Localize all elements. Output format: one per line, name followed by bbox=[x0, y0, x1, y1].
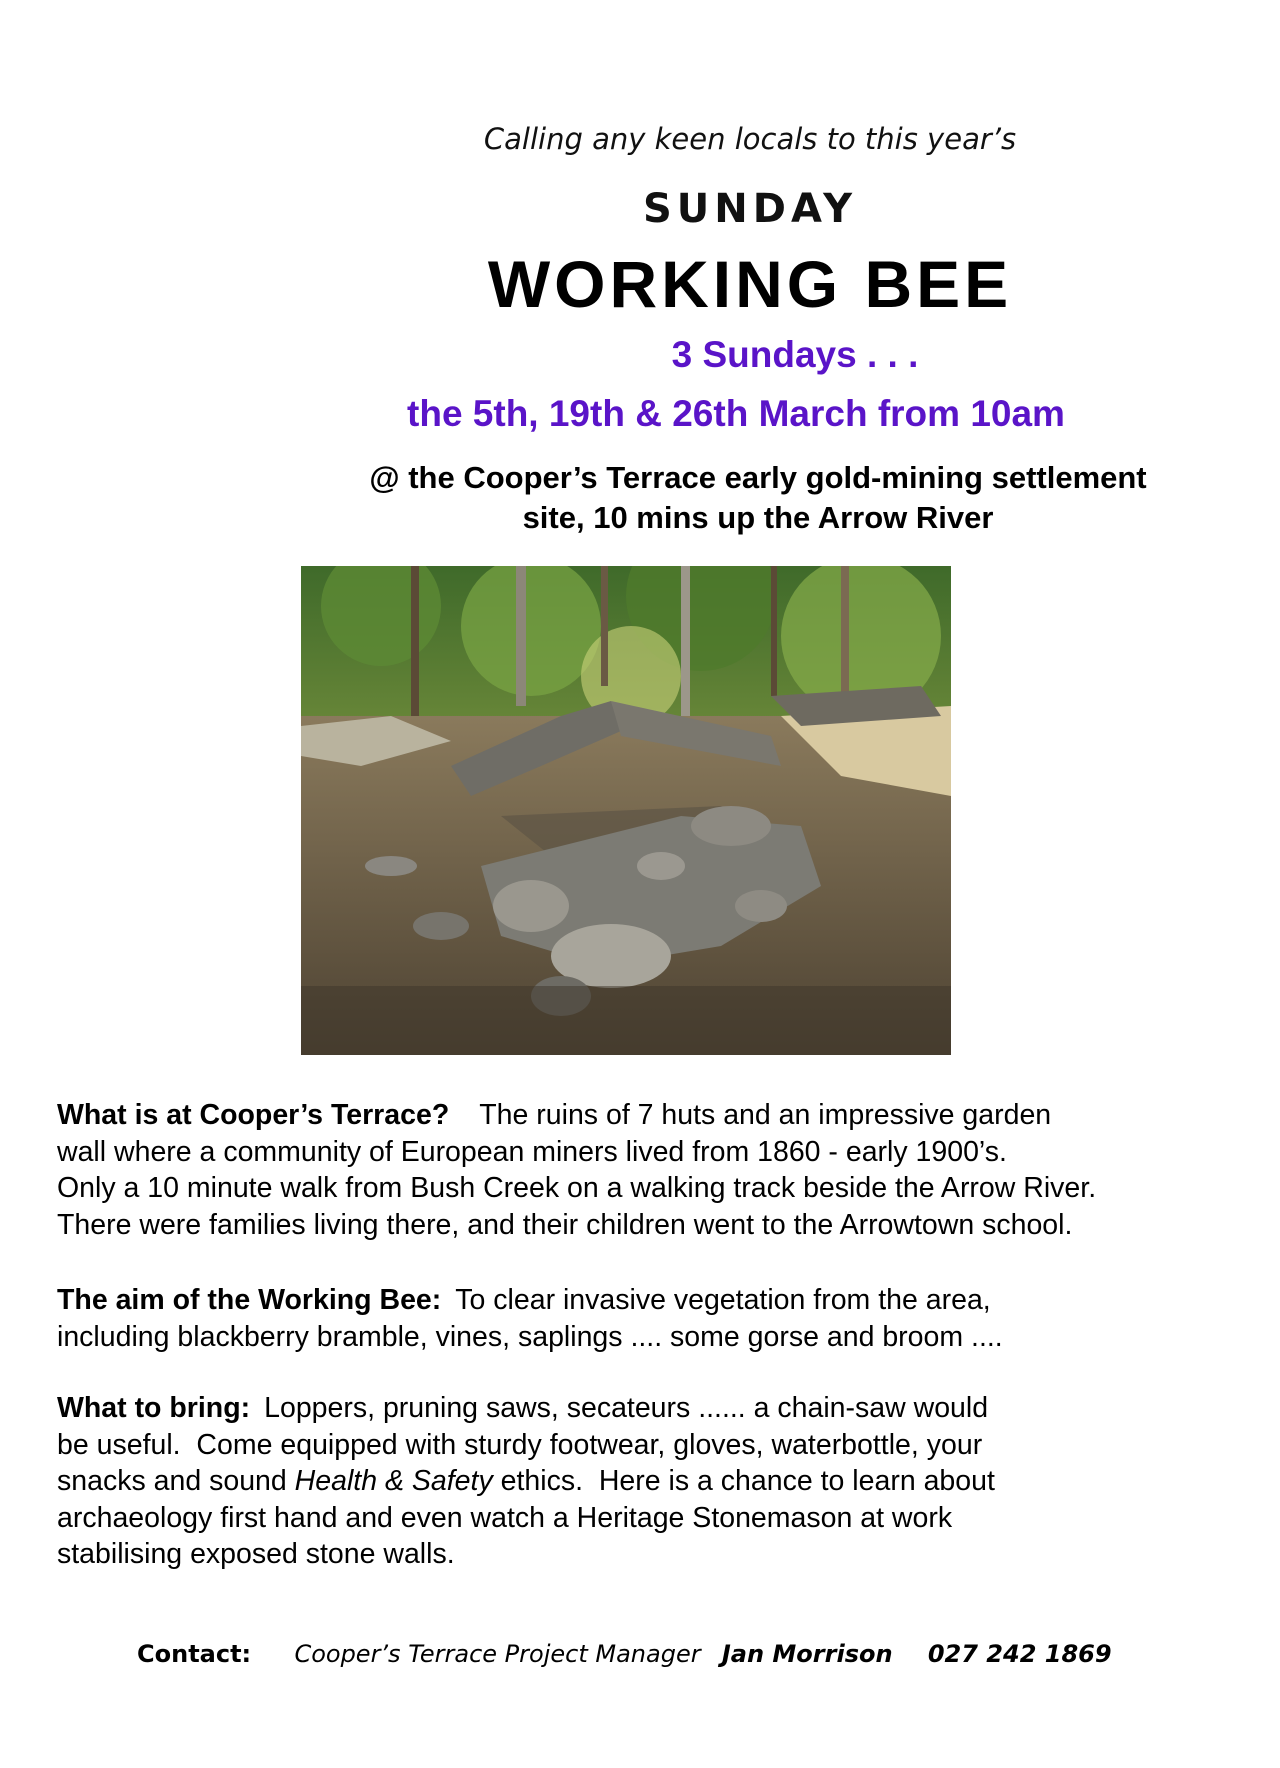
venue-line-1: @ the Cooper’s Terrace early gold-mining settlement bbox=[369, 460, 1147, 495]
bring-line-5: stabilising exposed stone walls. bbox=[57, 1538, 455, 1570]
bring-line-1: Loppers, pruning saws, secateurs ...... a chain-saw would bbox=[264, 1392, 989, 1424]
bring-line-4: archaeology first hand and even watch a Heritage Stonemason at work bbox=[57, 1501, 953, 1534]
bring-line-3 bbox=[57, 1463, 1257, 1500]
what-is-line-1: The ruins of 7 huts and an impressive garden bbox=[479, 1099, 1052, 1131]
contact-label: Contact: bbox=[137, 1640, 252, 1668]
bring-heading: What to bring: bbox=[57, 1392, 251, 1424]
bring-line-3-pre: snacks and sound bbox=[57, 1465, 295, 1497]
site-photo bbox=[301, 566, 951, 1055]
section-what-is bbox=[57, 1097, 1257, 1243]
what-is-line-2: wall where a community of European miners lived from 1860 - early 1900’s. bbox=[57, 1135, 1007, 1168]
contact-line bbox=[137, 1640, 1112, 1668]
what-is-line-3: Only a 10 minute walk from Bush Creek on a walking track beside the Arrow River. bbox=[57, 1172, 1097, 1204]
intro-text: Calling any keen locals to this year’s bbox=[483, 122, 1017, 156]
event-dates: the 5th, 19th & 26th March from 10am bbox=[407, 393, 1065, 434]
aim-line-1: To clear invasive vegetation from the area, bbox=[455, 1284, 991, 1316]
contact-name: Jan Morrison bbox=[721, 1640, 893, 1668]
aim-heading: The aim of the Working Bee: bbox=[57, 1284, 442, 1316]
bring-line-3-post: ethics. Here is a chance to learn about bbox=[492, 1465, 995, 1497]
what-is-line-4: There were families living there, and their children went to the Arrowtown school. bbox=[57, 1208, 1073, 1241]
what-is-heading: What is at Cooper’s Terrace? bbox=[57, 1099, 450, 1131]
sunday-heading: SUNDAY bbox=[642, 186, 858, 232]
page-title: WORKING BEE bbox=[487, 247, 1013, 321]
health-safety-text: Health & Safety bbox=[294, 1465, 493, 1497]
section-bring bbox=[57, 1390, 1257, 1573]
venue-line-2: site, 10 mins up the Arrow River bbox=[522, 500, 994, 535]
venue-text bbox=[118, 458, 1280, 538]
bring-line-2: be useful. Come equipped with sturdy footwear, gloves, waterbottle, your bbox=[57, 1428, 983, 1461]
contact-role: Cooper’s Terrace Project Manager bbox=[294, 1640, 701, 1668]
sundays-count: 3 Sundays . . . bbox=[671, 334, 919, 375]
contact-phone[interactable]: 027 242 1869 bbox=[927, 1640, 1112, 1668]
aim-line-2: including blackberry bramble, vines, saplings .... some gorse and broom .... bbox=[57, 1320, 1003, 1353]
section-aim bbox=[57, 1282, 1257, 1355]
